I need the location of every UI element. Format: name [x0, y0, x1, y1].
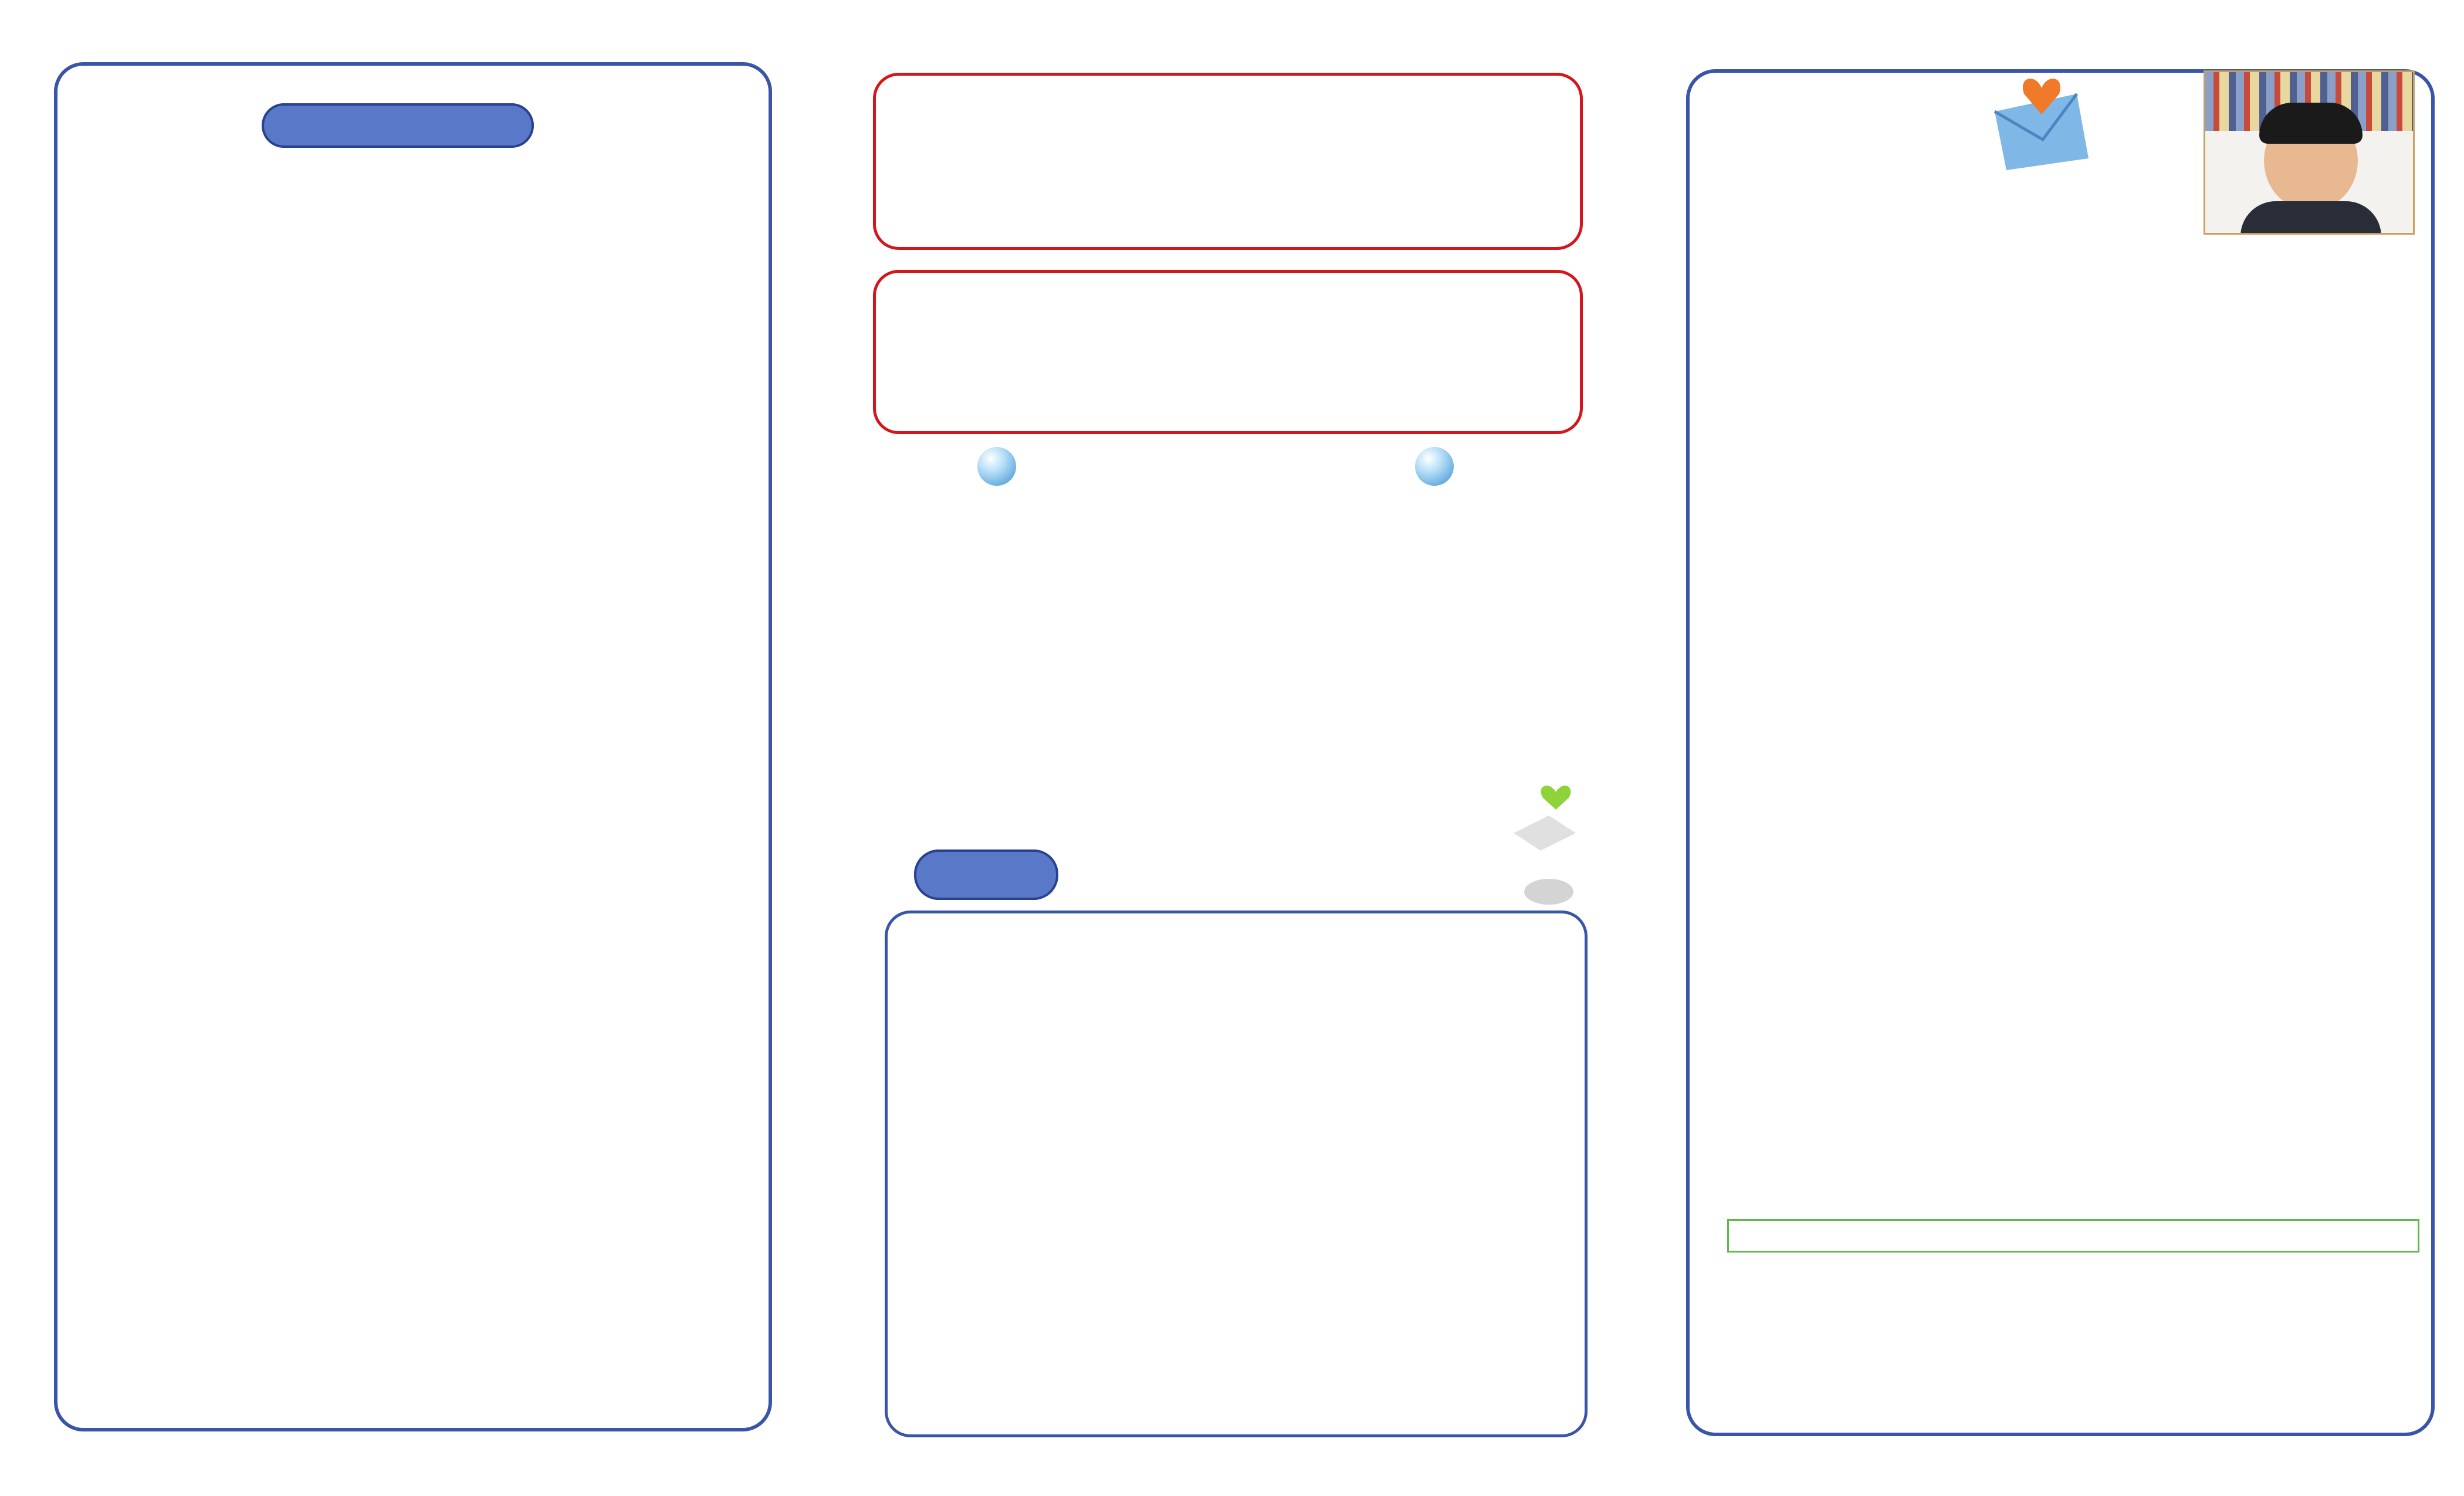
reading-table	[1727, 1219, 2419, 1253]
envelope-heart-icon	[1989, 70, 2094, 170]
next-service-box	[873, 73, 1583, 250]
water-drop-icon	[977, 447, 1016, 486]
worship-order-panel	[54, 62, 772, 1431]
pastor-photo	[2204, 70, 2415, 235]
offering-title	[914, 849, 1058, 900]
offering-box	[885, 911, 1588, 1437]
women-service-box	[873, 270, 1583, 434]
reading-title	[1728, 1220, 2419, 1252]
heart-leaf-icon	[1508, 780, 1578, 915]
worship-title	[262, 103, 534, 148]
water-drop-icon	[1415, 447, 1454, 486]
